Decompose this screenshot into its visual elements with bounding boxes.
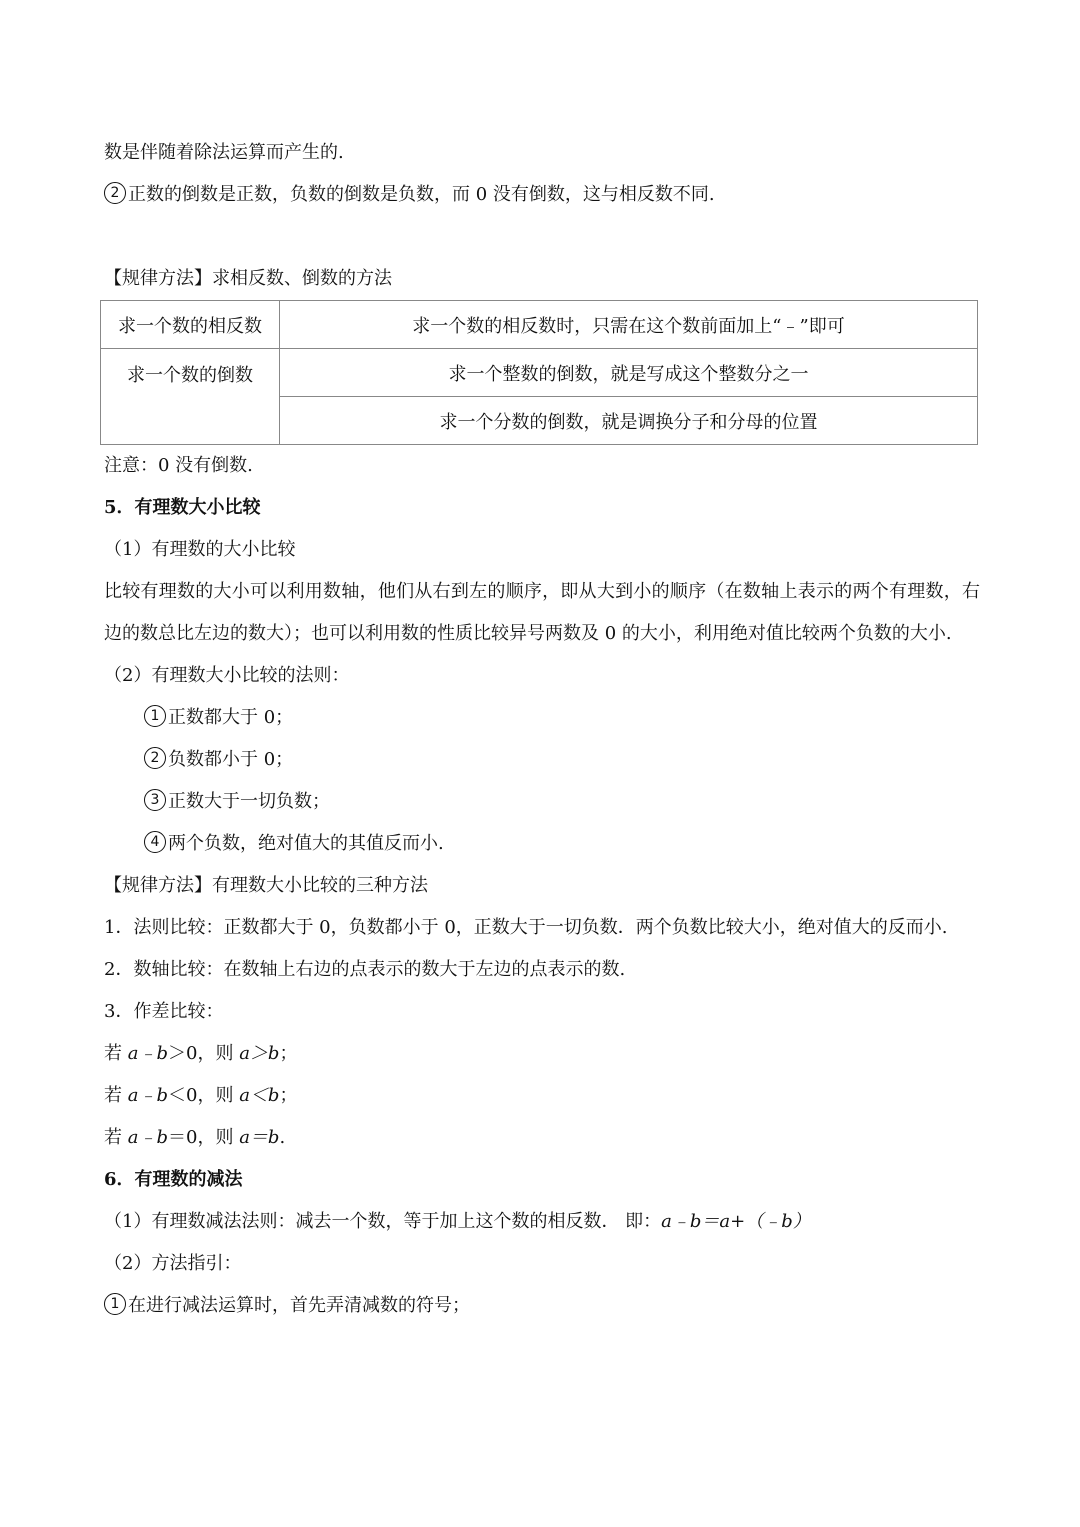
- section-6-item-1: [104, 1285, 980, 1327]
- method-item-1: 1．法则比较：正数都大于 0，负数都小于 0，正数大于一切负数．两个负数比较大小，绝对值大的反而小.: [104, 917, 948, 938]
- section-5-title: 5．有理数大小比较: [104, 497, 261, 518]
- case-end: ；: [279, 1085, 298, 1106]
- section-6-sub-2: （2）方法指引：: [104, 1253, 242, 1274]
- rule-item: [104, 781, 980, 823]
- circled-number: 1: [144, 705, 166, 727]
- circled-number: 2: [104, 182, 126, 204]
- case-result: a＜b: [239, 1085, 280, 1106]
- case-result: a＝b: [239, 1127, 280, 1148]
- case-end: .: [279, 1127, 286, 1148]
- rule-text: 负数都小于 0；: [168, 749, 294, 770]
- table-cell: 求一个数的相反数: [101, 301, 280, 349]
- subtraction-rule-text: （1）有理数减法法则：减去一个数，等于加上这个数的相反数． 即：: [104, 1211, 662, 1232]
- table-cell: 求一个整数的倒数，就是写成这个整数分之一: [280, 349, 978, 397]
- circled-number: 1: [104, 1293, 126, 1315]
- circled-number: 4: [144, 831, 166, 853]
- section-6-sub-1: [104, 1201, 980, 1243]
- intro-line-2: [104, 174, 980, 216]
- intro-line-2-text: 正数的倒数是正数，负数的倒数是负数，而 0 没有倒数，这与相反数不同.: [128, 184, 715, 205]
- rule-item: [104, 823, 980, 865]
- case-expression: a﹣b: [127, 1085, 168, 1106]
- case-prefix: 若: [104, 1127, 128, 1148]
- document-page: [104, 132, 980, 1327]
- spacer: [104, 216, 980, 258]
- section-6-title: 6．有理数的减法: [104, 1169, 243, 1190]
- case-condition: ＞0，则: [168, 1043, 240, 1064]
- difference-case: [104, 1117, 980, 1159]
- case-expression: a﹣b: [127, 1043, 168, 1064]
- method-item-3: 3．作差比较：: [104, 1001, 224, 1022]
- method-table: [100, 300, 978, 445]
- case-condition: ＝0，则: [168, 1127, 240, 1148]
- case-condition: ＜0，则: [168, 1085, 240, 1106]
- note-line: 注意：0 没有倒数.: [104, 455, 253, 476]
- table-row: [101, 301, 978, 349]
- method-item-2: 2．数轴比较：在数轴上右边的点表示的数大于左边的点表示的数.: [104, 959, 626, 980]
- method-heading-2: 【规律方法】有理数大小比较的三种方法: [104, 875, 428, 896]
- table-row: [101, 349, 978, 397]
- case-prefix: 若: [104, 1085, 128, 1106]
- section-5-paragraph: 比较有理数的大小可以利用数轴，他们从右到左的顺序，即从大到小的顺序（在数轴上表示的两个有理数，右边的数总比左边的数大）；也可以利用数的性质比较异号两数及 0 的大小，利用绝对值比较两个负数的大小.: [104, 581, 980, 644]
- case-prefix: 若: [104, 1043, 128, 1064]
- case-end: ；: [279, 1043, 298, 1064]
- case-expression: a﹣b: [127, 1127, 168, 1148]
- rule-text: 两个负数，绝对值大的其值反而小.: [168, 833, 444, 854]
- table-cell: 求一个数的相反数时，只需在这个数前面加上“﹣”即可: [280, 301, 978, 349]
- section-5-sub-1: （1）有理数的大小比较: [104, 539, 296, 560]
- method-heading-1: 【规律方法】求相反数、倒数的方法: [104, 268, 392, 289]
- intro-line-1: 数是伴随着除法运算而产生的.: [104, 142, 344, 163]
- table-cell: 求一个分数的倒数，就是调换分子和分母的位置: [280, 397, 978, 445]
- difference-case: [104, 1075, 980, 1117]
- section-6-item-1-text: 在进行减法运算时，首先弄清减数的符号；: [128, 1295, 470, 1316]
- rule-item: [104, 697, 980, 739]
- circled-number: 3: [144, 789, 166, 811]
- rule-item: [104, 739, 980, 781]
- subtraction-formula: a﹣b＝a+（﹣b）: [661, 1211, 811, 1232]
- table-cell: 求一个数的倒数: [101, 349, 280, 445]
- rule-text: 正数大于一切负数；: [168, 791, 330, 812]
- difference-case: [104, 1033, 980, 1075]
- section-5-sub-2: （2）有理数大小比较的法则：: [104, 665, 350, 686]
- circled-number: 2: [144, 747, 166, 769]
- rule-text: 正数都大于 0；: [168, 707, 294, 728]
- case-result: a＞b: [239, 1043, 280, 1064]
